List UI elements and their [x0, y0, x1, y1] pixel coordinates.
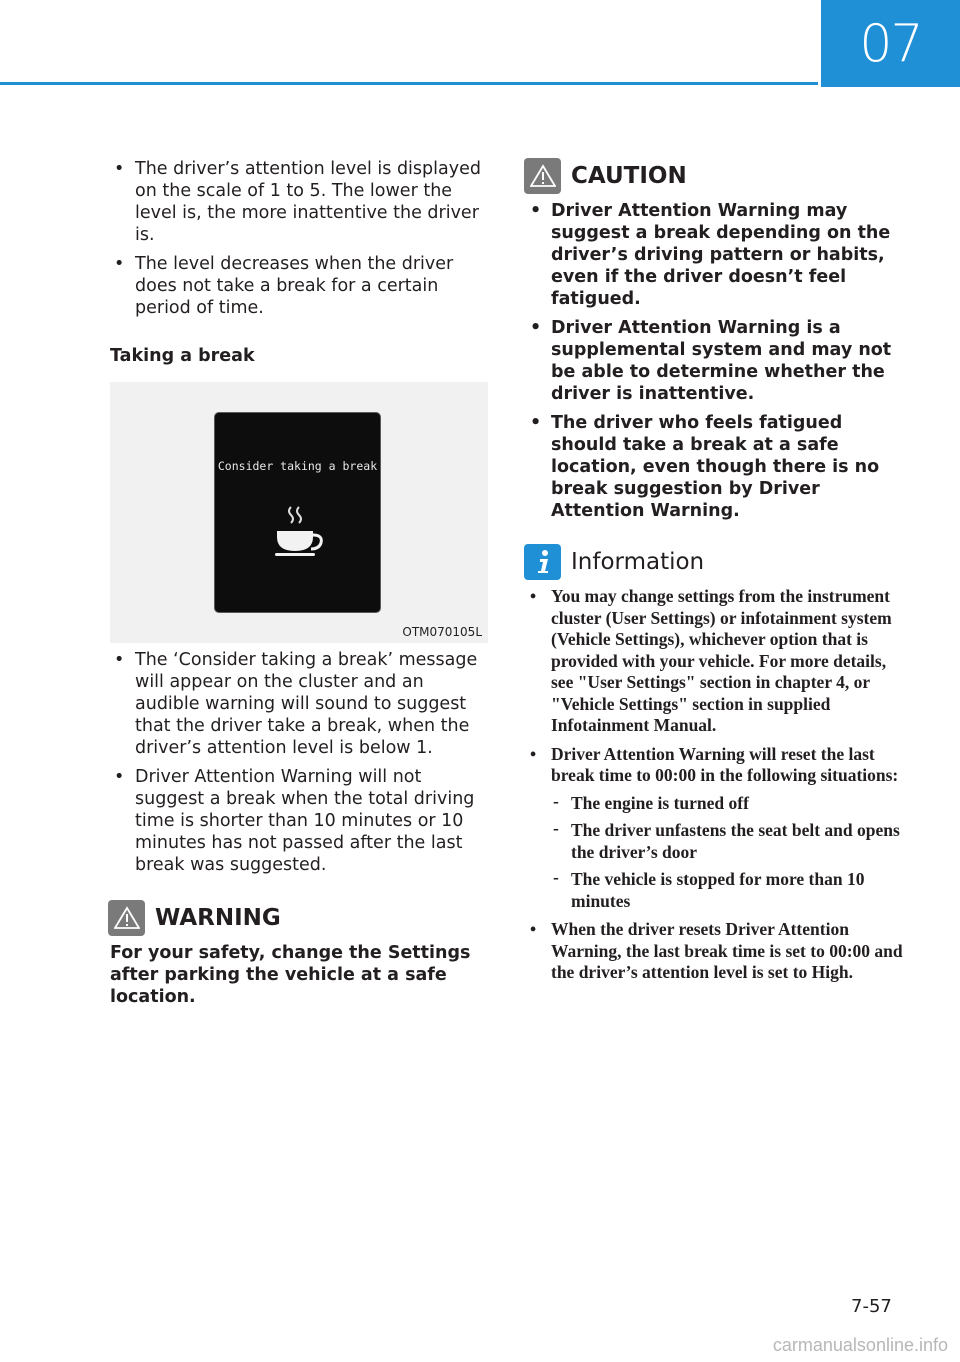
caution-heading [524, 158, 906, 194]
warning-body: For your safety, change the Settings after parking the vehicle at a safe location. [110, 943, 471, 1007]
right-column [526, 158, 906, 991]
page-number: 7-57 [851, 1296, 892, 1317]
warning-title: WARNING [155, 905, 281, 931]
list-item: • The level decreases when the driver does not take a break for a certain period of time. [110, 253, 488, 319]
figure-caption: OTM070105L [402, 625, 482, 639]
cluster-message: Consider taking a break [217, 459, 378, 473]
chapter-number: 07 [821, 0, 960, 87]
left-column [110, 158, 488, 1008]
situations-sublist [551, 793, 906, 913]
after-bullet-list [110, 649, 488, 876]
sublist-item: - The driver unfastens the seat belt and opens the driver’s door [551, 820, 906, 863]
warning-triangle-icon [524, 158, 561, 194]
sublist-item: - The engine is turned off [551, 793, 906, 815]
information-title: Information [571, 549, 705, 575]
cluster-display [214, 412, 381, 613]
header-rule [0, 82, 818, 85]
list-item: • The driver who feels fatigued should take a break at a safe location, even though there is no break suggestion by Driver Attention Warning. [526, 412, 906, 522]
list-item: • When the driver resets Driver Attention Warning, the last break time is set to 00:00 and the driver’s attention level is set to High. [526, 919, 906, 984]
list-item [526, 744, 906, 913]
caution-title: CAUTION [571, 163, 687, 189]
list-item: • The driver’s attention level is displayed on the scale of 1 to 5. The lower the level is, the more inattentive the driver is. [110, 158, 488, 246]
caution-list [526, 200, 906, 522]
list-item: • Driver Attention Warning is a supplemental system and may not be able to determine whether the driver is inattentive. [526, 317, 906, 405]
list-item: • The ‘Consider taking a break’ message will appear on the cluster and an audible warning will sound to suggest that the driver take a break, when the driver’s attention level is below 1. [110, 649, 488, 759]
footer-watermark[interactable]: carmanualsonline.info [772, 1335, 948, 1355]
information-list [526, 586, 906, 984]
list-item: • You may change settings from the instrument cluster (User Settings) or infotainment system (Vehicle Settings), whichever option that is provided with your vehicle. For more details, see "User Settings" section in chapter 4, or "Vehicle Settings" section in supplied Infotainment Manual. [526, 586, 906, 737]
sublist-item: - The vehicle is stopped for more than 10 minutes [551, 869, 906, 912]
coffee-cup-icon [271, 503, 331, 563]
information-heading [524, 544, 906, 580]
list-item: • Driver Attention Warning may suggest a break depending on the driver’s driving pattern or habits, even if the driver doesn’t feel fatigued. [526, 200, 906, 310]
intro-bullet-list [110, 158, 488, 319]
info-icon [524, 544, 561, 580]
list-item: • Driver Attention Warning will not suggest a break when the total driving time is shorter than 10 minutes or 10 minutes has not passed after the last break was suggested. [110, 766, 488, 876]
warning-heading [108, 900, 488, 936]
section-title: Taking a break [110, 346, 255, 366]
list-item-text: Driver Attention Warning will reset the last break time to 00:00 in the following situations: [551, 743, 899, 785]
warning-triangle-icon [108, 900, 145, 936]
figure-cluster-screen [110, 382, 488, 643]
